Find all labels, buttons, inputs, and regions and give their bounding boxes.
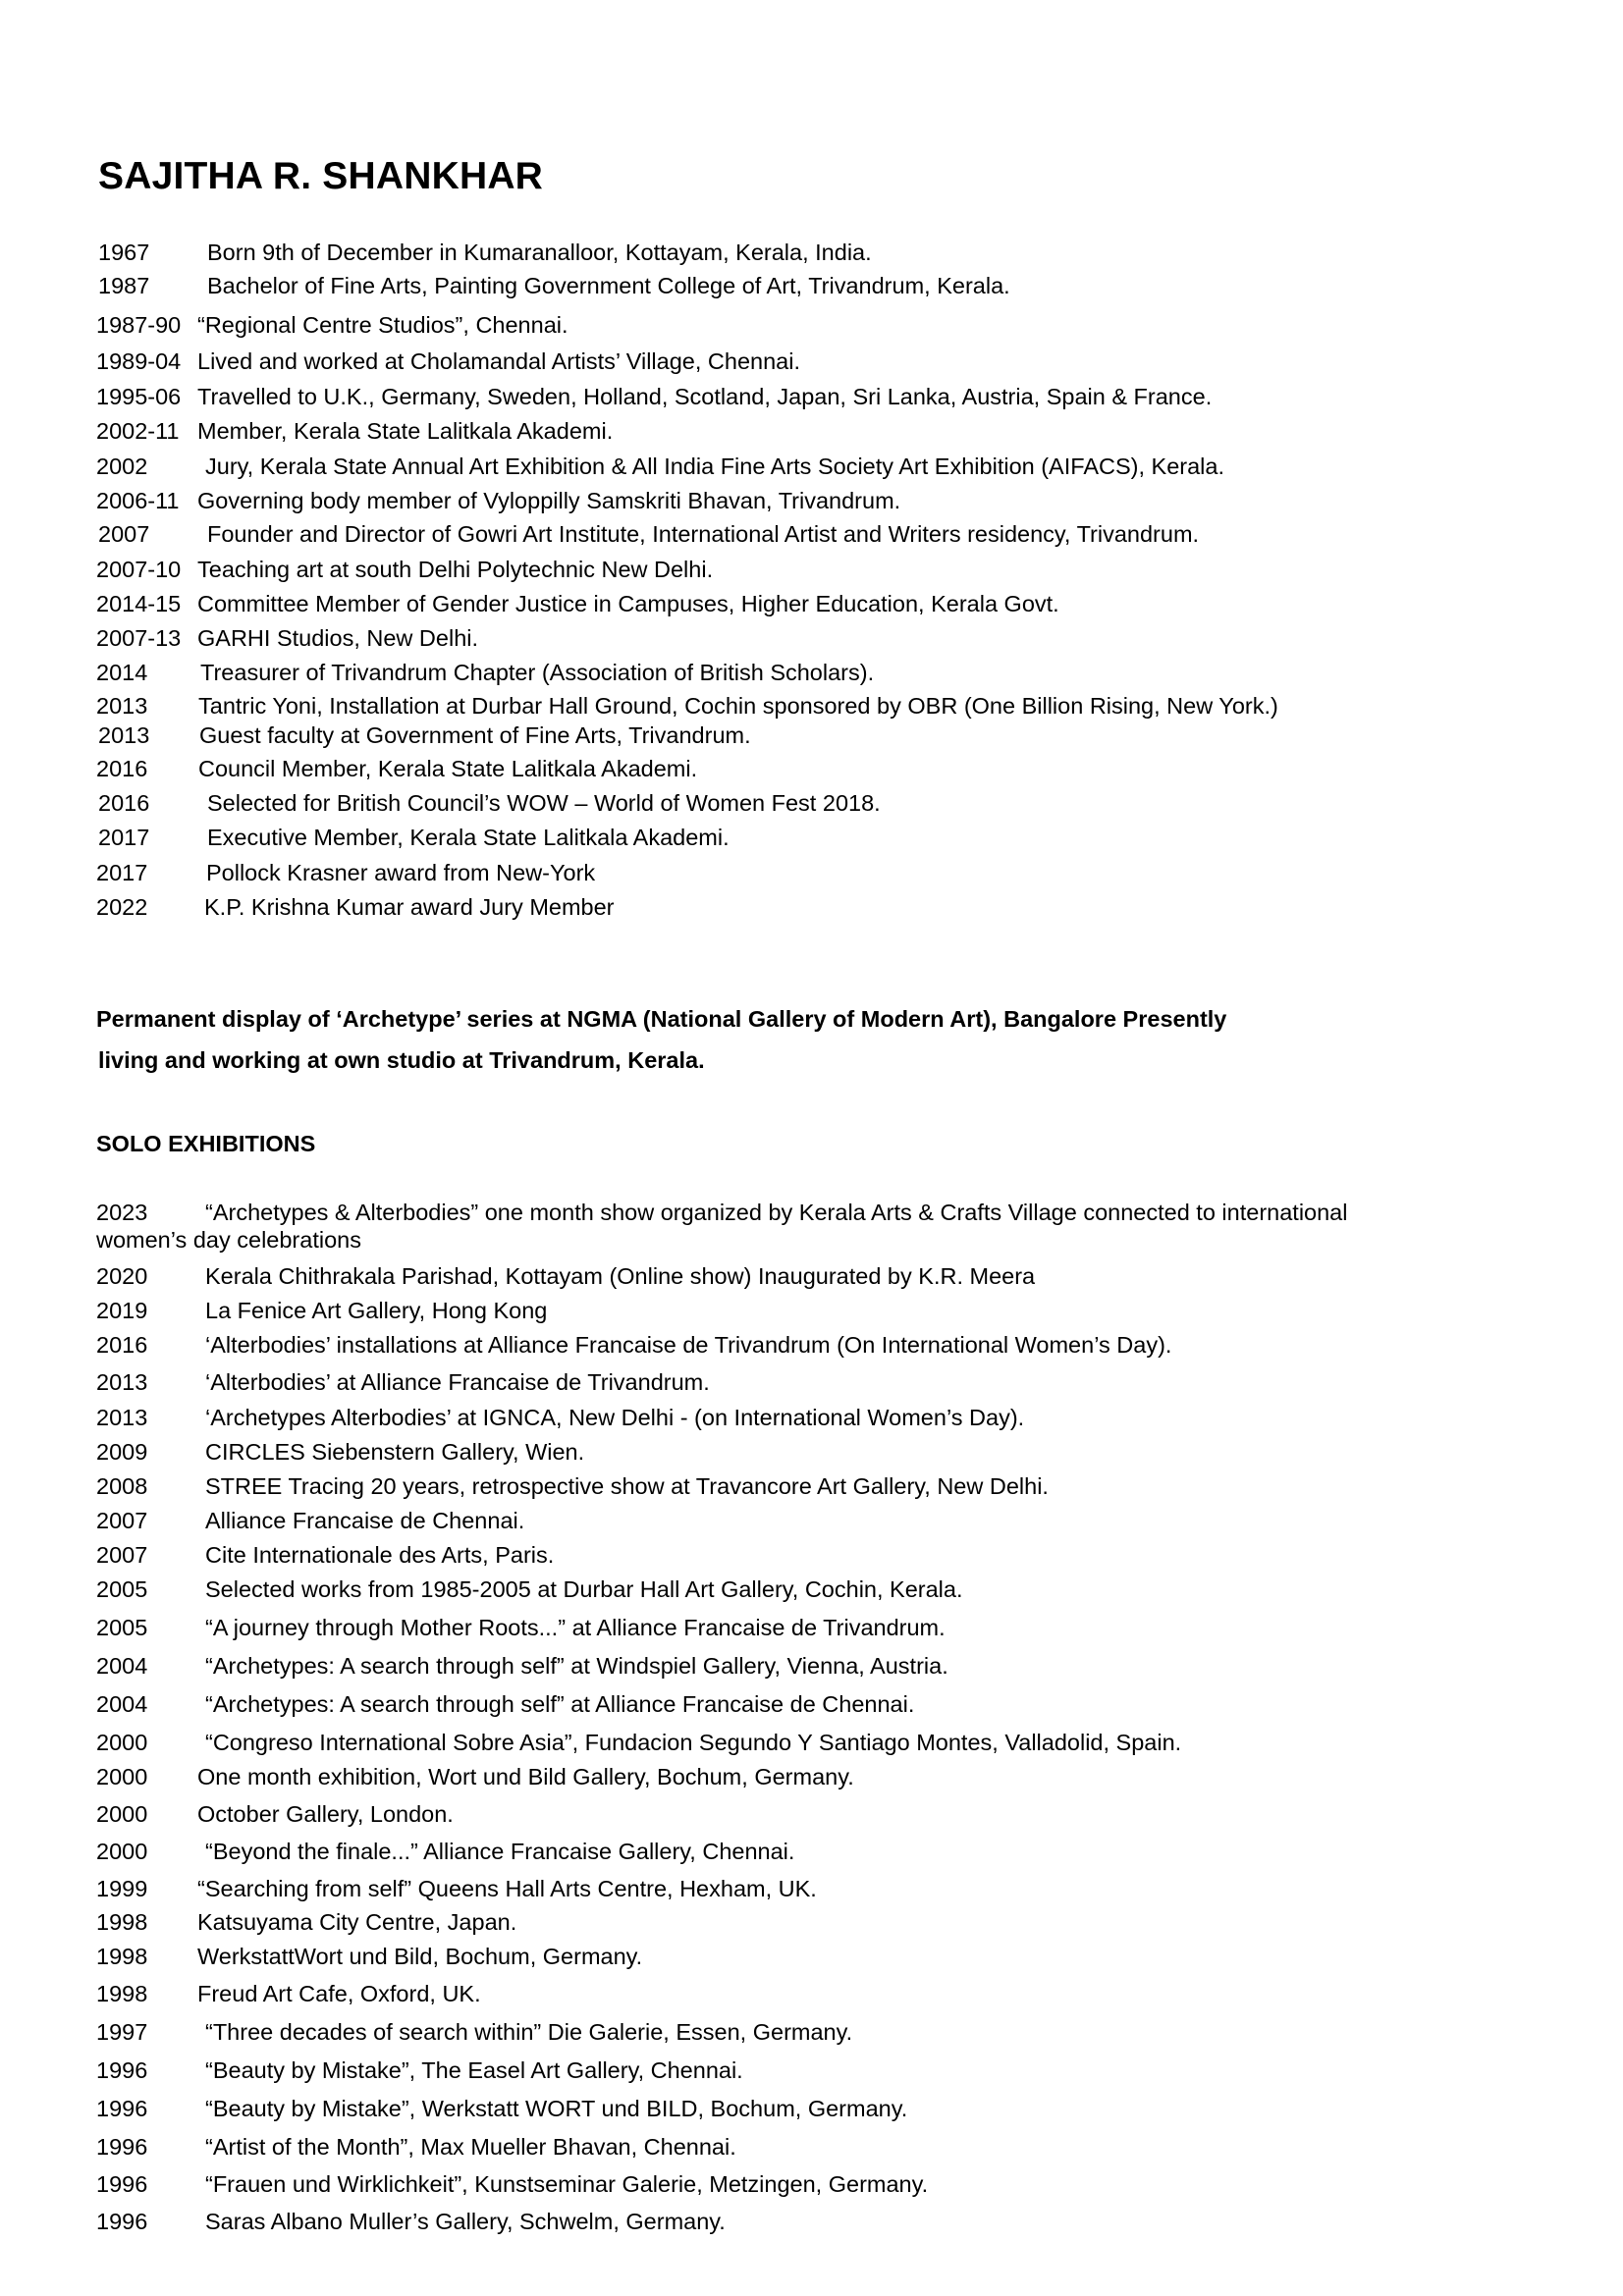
solo-row	[96, 1367, 710, 1397]
bio-year: 2016	[98, 790, 150, 816]
solo-text: Kerala Chithrakala Parishad, Kottayam (Online show) Inaugurated by K.R. Meera	[205, 1263, 1036, 1289]
bio-year: 2013	[96, 693, 148, 719]
solo-year: 1996	[96, 2134, 148, 2160]
bio-row	[96, 555, 713, 584]
bio-text: Treasurer of Trivandrum Chapter (Association of British Scholars).	[200, 660, 875, 685]
solo-year: 2013	[96, 1405, 148, 1430]
bio-year: 1995-06	[96, 384, 182, 409]
solo-year: 1998	[96, 1981, 148, 2006]
solo-row	[96, 1799, 454, 1829]
bio-year: 2007-13	[96, 625, 182, 651]
solo-text: “Archetypes: A search through self” at Windspiel Gallery, Vienna, Austria.	[205, 1653, 948, 1679]
solo-row	[96, 1613, 946, 1642]
solo-row	[96, 1651, 948, 1681]
solo-text: ‘Alterbodies’ installations at Alliance Francaise de Trivandrum (On International Women’s Day).	[205, 1332, 1172, 1358]
bio-text: “Regional Centre Studios”, Chennai.	[197, 312, 568, 338]
solo-text: “Archetypes: A search through self” at Alliance Francaise de Chennai.	[205, 1691, 915, 1717]
bio-row	[96, 452, 1224, 481]
solo-text: “Congreso International Sobre Asia”, Fundacion Segundo Y Santiago Montes, Valladolid, Spain.	[205, 1730, 1182, 1755]
bio-text: Born 9th of December in Kumaranalloor, Kottayam, Kerala, India.	[207, 240, 872, 265]
solo-year: 1997	[96, 2019, 148, 2045]
bio-row	[96, 589, 1059, 618]
solo-year: 1996	[96, 2096, 148, 2121]
bio-text: Jury, Kerala State Annual Art Exhibition & All India Fine Arts Society Art Exhibition (AIFACS), Kerala.	[205, 454, 1224, 479]
bio-year: 2002-11	[96, 418, 180, 444]
bio-text: Council Member, Kerala State Lalitkala Akademi.	[198, 756, 698, 781]
solo-text: Freud Art Cafe, Oxford, UK.	[197, 1981, 481, 2006]
solo-row	[96, 1728, 1181, 1757]
bio-row	[96, 310, 568, 340]
solo-row	[96, 2094, 907, 2123]
solo-row	[96, 1762, 854, 1791]
bio-row	[96, 347, 800, 376]
permanent-display-statement-cont: living and working at own studio at Trivandrum, Kerala.	[98, 1047, 705, 1073]
solo-text: “Searching from self” Queens Hall Arts Centre, Hexham, UK.	[197, 1876, 817, 1901]
bio-row	[96, 416, 613, 446]
bio-row	[96, 238, 872, 267]
solo-row	[96, 1330, 1171, 1360]
bio-text: Bachelor of Fine Arts, Painting Government College of Art, Trivandrum, Kerala.	[207, 273, 1010, 298]
solo-year: 2019	[96, 1298, 148, 1323]
solo-year: 1998	[96, 1944, 148, 1969]
solo-year: 1996	[96, 2057, 148, 2083]
solo-year: 2005	[96, 1615, 148, 1640]
solo-text: “Archetypes & Alterbodies” one month show organized by Kerala Arts & Crafts Village connected to international	[205, 1200, 1348, 1225]
bio-row	[96, 754, 697, 783]
solo-text: One month exhibition, Wort und Bild Gallery, Bochum, Germany.	[197, 1764, 854, 1789]
bio-text: Tantric Yoni, Installation at Durbar Hall Ground, Cochin sponsored by OBR (One Billion Rising, New York.)	[198, 693, 1278, 719]
bio-text: Lived and worked at Cholamandal Artists’ Village, Chennai.	[197, 348, 800, 374]
solo-year: 2004	[96, 1691, 148, 1717]
bio-text: Travelled to U.K., Germany, Sweden, Holland, Scotland, Japan, Sri Lanka, Austria, Spain & France.	[197, 384, 1213, 409]
bio-year: 2007	[98, 521, 150, 547]
solo-year: 2016	[96, 1332, 148, 1358]
solo-year: 1996	[96, 2209, 148, 2234]
bio-text: K.P. Krishna Kumar award Jury Member	[204, 894, 615, 920]
artist-name: SAJITHA R. SHANKHAR	[98, 155, 544, 197]
solo-row	[96, 2132, 736, 2162]
section-heading-solo-exhibitions: SOLO EXHIBITIONS	[96, 1131, 316, 1156]
solo-row	[96, 1942, 642, 1971]
solo-row	[96, 1296, 547, 1325]
bio-row	[96, 623, 478, 653]
solo-year: 2008	[96, 1473, 148, 1499]
solo-text: WerkstattWort und Bild, Bochum, Germany.	[197, 1944, 643, 1969]
solo-text: Alliance Francaise de Chennai.	[205, 1508, 525, 1533]
bio-year: 2017	[96, 860, 148, 885]
bio-row	[96, 382, 1212, 411]
solo-year: 1996	[96, 2171, 148, 2197]
bio-year: 2022	[96, 894, 148, 920]
bio-row	[96, 892, 615, 922]
solo-row	[96, 1437, 584, 1467]
bio-year: 1987-90	[96, 312, 182, 338]
solo-row	[96, 2169, 928, 2199]
bio-text: Pollock Krasner award from New-York	[206, 860, 596, 885]
bio-year: 2002	[96, 454, 148, 479]
bio-text: Executive Member, Kerala State Lalitkala Akademi.	[207, 825, 730, 850]
solo-year: 2007	[96, 1542, 148, 1568]
solo-year: 2013	[96, 1369, 148, 1395]
solo-row	[96, 2207, 726, 2236]
bio-text: Founder and Director of Gowri Art Institute, International Artist and Writers residency, Trivandrum.	[207, 521, 1200, 547]
solo-row	[96, 1837, 794, 1866]
solo-year: 2020	[96, 1263, 148, 1289]
bio-year: 1967	[98, 240, 150, 265]
solo-year: 2004	[96, 1653, 148, 1679]
solo-year: 1998	[96, 1909, 148, 1935]
solo-row	[96, 1198, 1347, 1227]
bio-row	[96, 486, 900, 515]
solo-year: 2007	[96, 1508, 148, 1533]
solo-text: “Beauty by Mistake”, Werkstatt WORT und BILD, Bochum, Germany.	[205, 2096, 908, 2121]
solo-year: 2005	[96, 1576, 148, 1602]
solo-text: CIRCLES Siebenstern Gallery, Wien.	[205, 1439, 585, 1465]
bio-text: Guest faculty at Government of Fine Arts, Trivandrum.	[199, 722, 751, 748]
bio-year: 2014-15	[96, 591, 182, 616]
bio-year: 1987	[98, 273, 150, 298]
bio-row	[96, 788, 881, 818]
solo-row	[96, 1540, 554, 1570]
bio-text: Member, Kerala State Lalitkala Akademi.	[197, 418, 614, 444]
solo-row	[96, 1689, 914, 1719]
solo-text: “Beyond the finale...” Alliance Francaise Gallery, Chennai.	[205, 1839, 795, 1864]
bio-year: 2017	[98, 825, 150, 850]
solo-year: 2000	[96, 1764, 148, 1789]
solo-row	[96, 1261, 1035, 1291]
solo-year: 2000	[96, 1801, 148, 1827]
solo-row	[96, 1907, 516, 1937]
solo-row	[96, 1874, 817, 1903]
solo-text: “A journey through Mother Roots...” at Alliance Francaise de Trivandrum.	[205, 1615, 946, 1640]
solo-text: Saras Albano Muller’s Gallery, Schwelm, Germany.	[205, 2209, 726, 2234]
bio-text: Governing body member of Vyloppilly Samskriti Bhavan, Trivandrum.	[197, 488, 901, 513]
solo-year: 2023	[96, 1200, 148, 1225]
solo-row	[96, 1471, 1049, 1501]
solo-text: Cite Internationale des Arts, Paris.	[205, 1542, 555, 1568]
solo-text: “Frauen und Wirklichkeit”, Kunstseminar Galerie, Metzingen, Germany.	[205, 2171, 929, 2197]
solo-text: “Three decades of search within” Die Galerie, Essen, Germany.	[205, 2019, 853, 2045]
bio-row	[96, 519, 1199, 549]
solo-row	[96, 1979, 481, 2008]
bio-text: GARHI Studios, New Delhi.	[197, 625, 479, 651]
solo-row	[96, 2056, 743, 2085]
bio-year: 2016	[96, 756, 148, 781]
bio-row	[96, 858, 595, 887]
solo-text: Katsuyama City Centre, Japan.	[197, 1909, 517, 1935]
solo-year: 2000	[96, 1839, 148, 1864]
bio-year: 2013	[98, 722, 150, 748]
bio-year: 2006-11	[96, 488, 180, 513]
solo-row	[96, 1575, 963, 1604]
bio-row	[96, 721, 751, 750]
solo-text: “Artist of the Month”, Max Mueller Bhavan, Chennai.	[205, 2134, 736, 2160]
bio-year: 2014	[96, 660, 148, 685]
solo-row	[96, 1403, 1024, 1432]
bio-row	[96, 271, 1010, 300]
bio-year: 2007-10	[96, 557, 182, 582]
bio-row	[96, 823, 730, 852]
solo-text: “Beauty by Mistake”, The Easel Art Gallery, Chennai.	[205, 2057, 743, 2083]
solo-year: 1999	[96, 1876, 148, 1901]
solo-text: Selected works from 1985-2005 at Durbar Hall Art Gallery, Cochin, Kerala.	[205, 1576, 963, 1602]
solo-year: 2009	[96, 1439, 148, 1465]
bio-text: Committee Member of Gender Justice in Campuses, Higher Education, Kerala Govt.	[197, 591, 1059, 616]
solo-text: STREE Tracing 20 years, retrospective show at Travancore Art Gallery, New Delhi.	[205, 1473, 1049, 1499]
solo-text: ‘Archetypes Alterbodies’ at IGNCA, New Delhi - (on International Women’s Day).	[205, 1405, 1025, 1430]
solo-text: October Gallery, London.	[197, 1801, 454, 1827]
solo-text-continuation: women’s day celebrations	[96, 1227, 361, 1253]
bio-text: Selected for British Council’s WOW – World of Women Fest 2018.	[207, 790, 881, 816]
solo-text: La Fenice Art Gallery, Hong Kong	[205, 1298, 548, 1323]
bio-row	[96, 658, 874, 687]
solo-row	[96, 2017, 852, 2047]
solo-text: ‘Alterbodies’ at Alliance Francaise de Trivandrum.	[205, 1369, 710, 1395]
bio-year: 1989-04	[96, 348, 182, 374]
bio-text: Teaching art at south Delhi Polytechnic New Delhi.	[197, 557, 714, 582]
permanent-display-statement: Permanent display of ‘Archetype’ series at NGMA (National Gallery of Modern Art), Bangalore Presently	[96, 1006, 1227, 1032]
bio-row	[96, 691, 1278, 721]
solo-year: 2000	[96, 1730, 148, 1755]
solo-row	[96, 1506, 524, 1535]
